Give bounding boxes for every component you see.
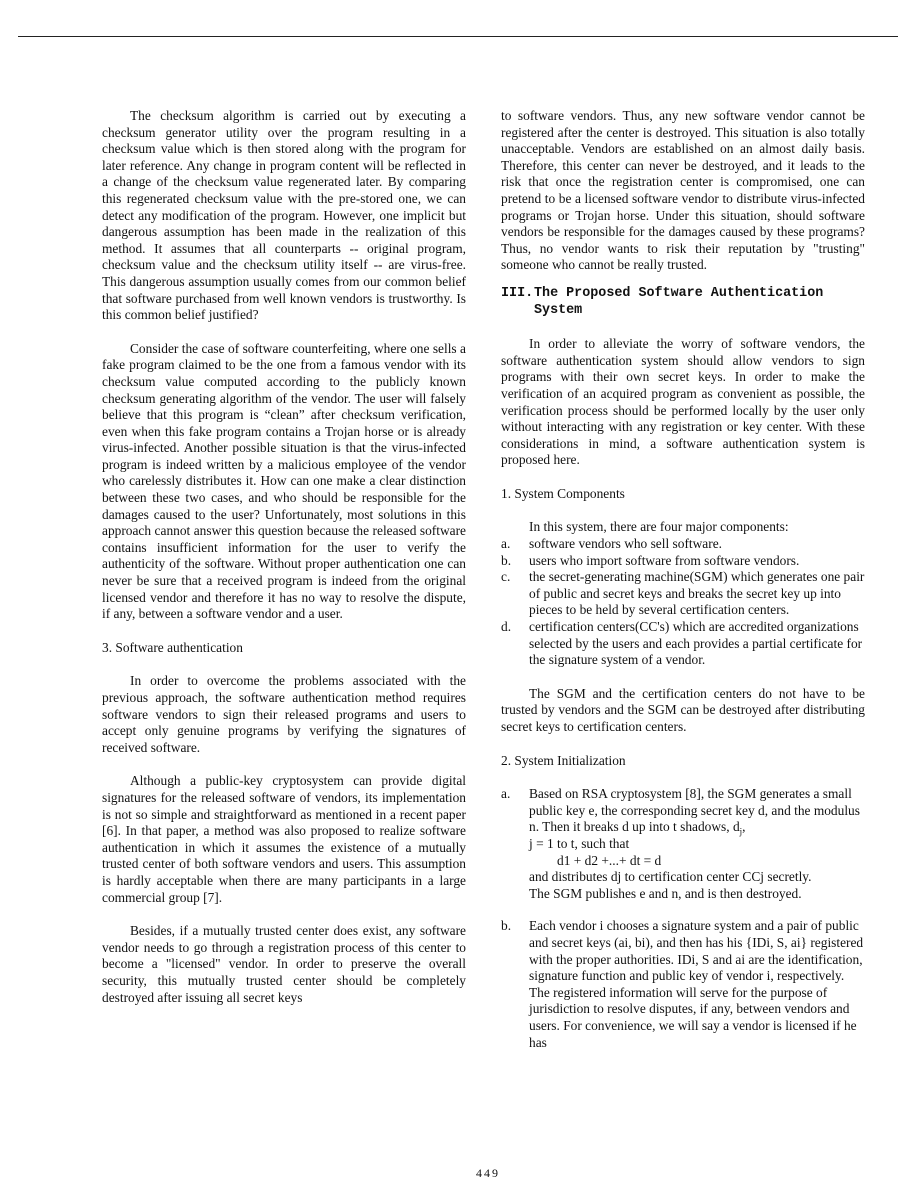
header-rule — [18, 36, 898, 37]
section-title — [501, 286, 865, 319]
paragraph: In this system, there are four major components: — [529, 519, 789, 535]
section-title-line2: System — [534, 302, 583, 318]
subsection-heading: 2. System Initialization — [501, 752, 626, 768]
subsection-heading: 1. System Components — [501, 485, 625, 501]
component-list — [501, 536, 865, 669]
page-number: 449 — [476, 1166, 500, 1180]
list-item: c. the secret-generating machine(SGM) which generates one pair of public and secret keys and breaks the secret key up into pieces to be held by several certification centers. — [501, 569, 865, 618]
section-title-line1: The Proposed Software Authentication — [534, 285, 824, 301]
paragraph: Besides, if a mutually trusted center does exist, any software vendor needs to go through a registration process of this center to become a "licensed" vendor. In order to preserve the overall security, this mutually trusted center should be completely destroyed after issuing all secret keys — [102, 923, 466, 1005]
list-item: d. certification centers(CC's) which are accredited organizations selected by the users and each provides a partial certificate for the signature system of a vendor. — [501, 619, 863, 668]
section-heading: 3. Software authentication — [102, 639, 243, 655]
left-column — [102, 108, 466, 1006]
equation: d1 + d2 +...+ dt = d — [557, 852, 662, 868]
paragraph: In order to overcome the problems associated with the previous approach, the software authentication method requires software vendors to sign their released programs and users to accept only genuine programs by verifying the signatures of received software. — [102, 673, 466, 755]
list-item: b. users who import software from software vendors. — [501, 552, 800, 568]
paragraph: Although a public-key cryptosystem can provide digital signatures for the released software of vendors, its implementation is not so simple and straightforward as mentioned in a recent paper [6]. In that paper, a method was also proposed to realize software authentication in which it assumes the existence of a mutually trusted center of both software vendors and users. This assumption is hardly acceptable when there are many participants in a large commercial group [7]. — [102, 773, 466, 905]
paragraph: In order to alleviate the worry of software vendors, the software authentication system should allow vendors to sign programs with their own secret keys. In order to make the verification of an acquired program as convenient as possible, the verification process should be performed locally by the user only without interacting with any registration or key center. With these considerations in mind, a software authentication system is proposed here. — [501, 336, 865, 468]
list-item: a. Based on RSA cryptosystem [8], the SGM generates a small public key e, the corresponding secret key d, and the modulus n. Then it breaks d up into t shadows, $d_j$, j = 1 to t, such that d1 + d2 +...+ dt = d and distributes dj to certification center CCj secretly. The SGM publishes e and n, and is then destroyed. — [501, 786, 860, 901]
list-item: b. Each vendor i chooses a signature system and a pair of public and secret keys (ai, bi), and then has his {IDi, S, ai} registered with the proper authorities. IDi, S and ai are the identification, signature function and public key of vendor i, respectively. The registered information will serve for the purpose of jurisdiction to resolve disputes, if any, between vendors and users. For convenience, we will say a vendor is licensed if he has — [501, 918, 864, 1050]
paragraph: The SGM and the certification centers do not have to be trusted by vendors and the SGM can be destroyed after distributing secret keys to certification centers. — [501, 685, 865, 734]
list-item: a. software vendors who sell software. — [501, 536, 722, 552]
section-number: III. — [501, 285, 534, 301]
paragraph: Consider the case of software counterfeiting, where one sells a fake program claimed to be the one from a famous vendor with its checksum value computed according to the publicly known checksum generating algorithm of the vendor. The user will falsely believe that this program is “clean” after checksum verification, even when this fake program contains a Trojan horse or is already virus-infected. Another possible situation is that the virus-infected program is indeed written by a malicious employee of the vendor who carelessly distributes it. How can one make a clear distinction between these two cases, and who should be responsible for the damages caused to the user? Unfortunately, most solutions in this approach cannot answer this question because the released software contains insufficient information for the user to verify the authenticity of the software. Without proper authentication one can never be sure that a received program is indeed from the original licensed vendor and therefore it has no way to resolve the dispute, if any, between a software vendor and a user. — [102, 340, 466, 622]
init-list — [501, 786, 865, 1051]
paragraph: to software vendors. Thus, any new software vendor cannot be registered after the center is destroyed. This situation is also totally unacceptable. Vendors are established on an almost daily basis. Therefore, this center can never be destroyed, and it leads to the risk that once the registration center is compromised, one can pretend to be a licensed software vendor to distribute virus-infected programs or Trojan horse. Under this situation, should software vendors be responsible for the damages caused by these programs? Thus, no vendor wants to risk their reputation by "trusting" someone who cannot be really trusted. — [501, 108, 865, 273]
paragraph: The checksum algorithm is carried out by executing a checksum generator utility over the program resulting in a checksum value which is then stored along with the program for later reference. Any change in program content will be reflected in a change of the checksum value regenerated later. By comparing this regenerated checksum value with the pre-stored one, we can detect any modification of the program. However, one implicit but dangerous assumption has been made in the realization of this method. It assumes that all counterparts -- original program, checksum value and the checksum utility itself -- are virus-free. This dangerous assumption usually comes from our common belief that software purchased from well known vendors is trustworthy. Is this common belief justified? — [102, 108, 466, 323]
right-column — [501, 108, 865, 1051]
